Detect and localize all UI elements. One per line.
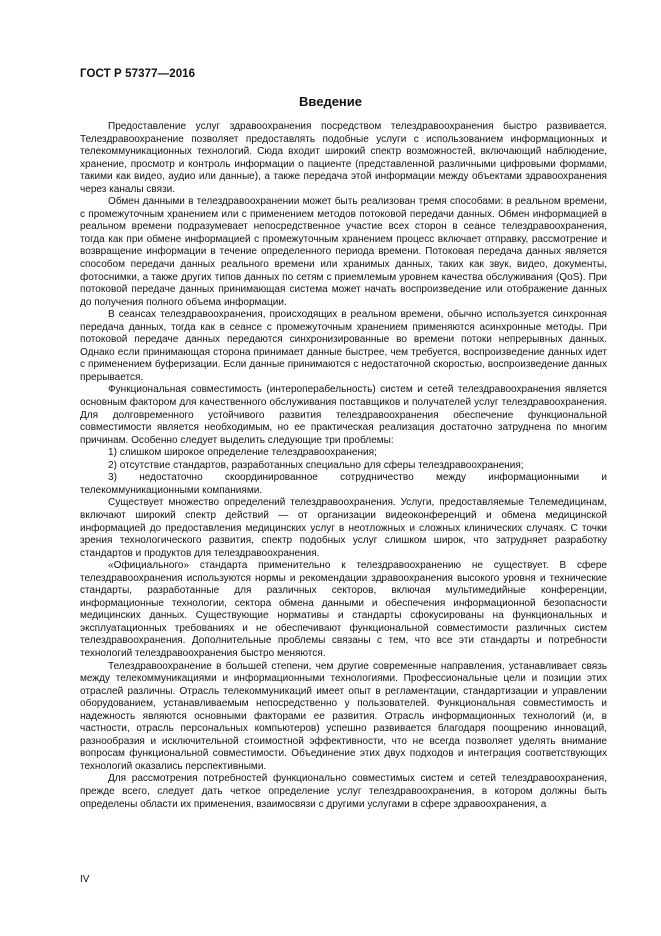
paragraph-telecom-it: Телездравоохранение в большей степени, чем другие современные направления, устанавливает связь между телекоммуникациями и информационными технологиями. Профессиональные цели и позиции этих отраслей различны. Отрасль телекоммуникаций имеет опыт в регламентации, стандартизации и управлении оборудованием, устанавливаемым непосредственно у пользователей. Функциональная совместимость и надежность являются основными факторами ее развития. Отрасль информационных технологий (и, в частности, отрасль персональных компьютеров) успешно развивается благодаря поощрению инноваций, разнообразия и исключительной стоимостной эффективности, что не всегда позволяет уделять внимание вопросам функциональной совместимости. Объединение этих двух подходов и интеграция соответствующих технологий оказались перспективными. xyxy=(80,660,607,772)
list-item-problem-3: 3) недостаточно скоординированное сотрудничество между информационными и телекоммуникационными компаниями. xyxy=(80,472,607,496)
paragraph-official-standard: «Официального» стандарта применительно к телездравоохранению не существует. В сфере телездравоохранения используются нормы и рекомендации здравоохранения высокого уровня и технические стандарты, разработанные для различных секторов, включая мультимедийные конференции, информационные технологии, сектора обмена данными и обеспечения информационной безопасности медицинских данных. Существующие нормативы и стандарты сфокусированы на функциональных и эксплуатационных требованиях и не обеспечивают функциональной совместимости различных систем телездравоохранения. Дополнительные проблемы связаны с тем, что все эти стандарты и потребности технологий телездравоохранения быстро меняются. xyxy=(80,560,607,659)
list-item-problem-1: 1) слишком широкое определение телездравоохранения; xyxy=(108,447,377,459)
page-number: IV xyxy=(80,874,90,885)
paragraph-intro: Предоставление услуг здравоохранения посредством телездравоохранения быстро развивается. Телездравоохранение позволяет предоставлять подобные услуги с использованием информационных и телекоммуникационных технологий. Сюда входит широкий спектр возможностей, включающий наблюдение, хранение, просмотр и контроль информации о пациенте (представленной различными цифровыми формами, такими как видео, аудио или данные), а также передача этой информации между объектами здравоохранения через каналы связи. xyxy=(80,121,607,195)
paragraph-requirements: Для рассмотрения потребностей функционально совместимых систем и сетей телездравоохранения, прежде всего, следует дать четкое определение услуг телездравоохранения, в котором должны быть определены области их применения, взаимосвязи с другими услугами в сфере здравоохранения, а xyxy=(80,773,607,810)
paragraph-exchange-methods: Обмен данными в телездравоохранении может быть реализован тремя способами: в реальном времени, с промежуточным хранением или с применением методов потоковой передачи данных. Обмен информацией в реальном времени подразумевает непосредственное участие всех сторон в сеансе телездравоохранения, тогда как при обмене информацией с промежуточным хранением процесс включает отправку, рассмотрение и возвращение информации в течение определенного периода времени. Потоковая передача данных является способом передачи данных реального времени или хранимых данных, таких как звук, видео, документы, фотоснимки, а также других типов данных по сетям с приемлемым уровнем качества обслуживания (QoS). При потоковой передаче данных принимающая система может начать воспроизведение или отображение данных до получения полного объема информации. xyxy=(80,196,607,308)
paragraph-definitions: Существует множество определений телездравоохранения. Услуги, предоставляемые Телемедицинам, включают широкий спектр действий — от организации видеоконференций и обмена медицинской информацией до предоставления медицинских услуг в неотложных и сложных клинических случаях. С точки зрения технологического развития, спектр подобных услуг слишком широк, что затрудняет разработку стандартов и продуктов для телездравоохранения. xyxy=(80,497,607,559)
section-title: Введение xyxy=(299,94,362,109)
paragraph-sync-async: В сеансах телездравоохранения, происходящих в реальном времени, обычно используется синхронная передача данных, тогда как в сеансе с промежуточным хранением применяются асинхронные методы. При потоковой передаче данных передаются синхронизированные во времени потоки непрерывных данных. Однако если принимающая сторона принимает данные быстрее, чем требуется, воспроизведение данных идет с применением буферизации. Если данные принимаются с недостаточной скоростью, воспроизведение данных прерывается. xyxy=(80,309,607,383)
document-body xyxy=(80,121,607,811)
list-item-problem-2: 2) отсутствие стандартов, разработанных специально для сферы телездравоохранения; xyxy=(108,459,524,471)
standard-code-header: ГОСТ Р 57377—2016 xyxy=(80,68,196,80)
paragraph-interoperability: Функциональная совместимость (интероперабельность) систем и сетей телездравоохранения является основным фактором для качественного обслуживания поставщиков и получателей услуг телездравоохранения. Для долговременного устойчивого развития телездравоохранения обеспечение функциональной совместимости является необходимым, но ее практическая реализация достаточно затруднена по многим причинам. Особенно следует выделить следующие три проблемы: xyxy=(80,384,607,446)
